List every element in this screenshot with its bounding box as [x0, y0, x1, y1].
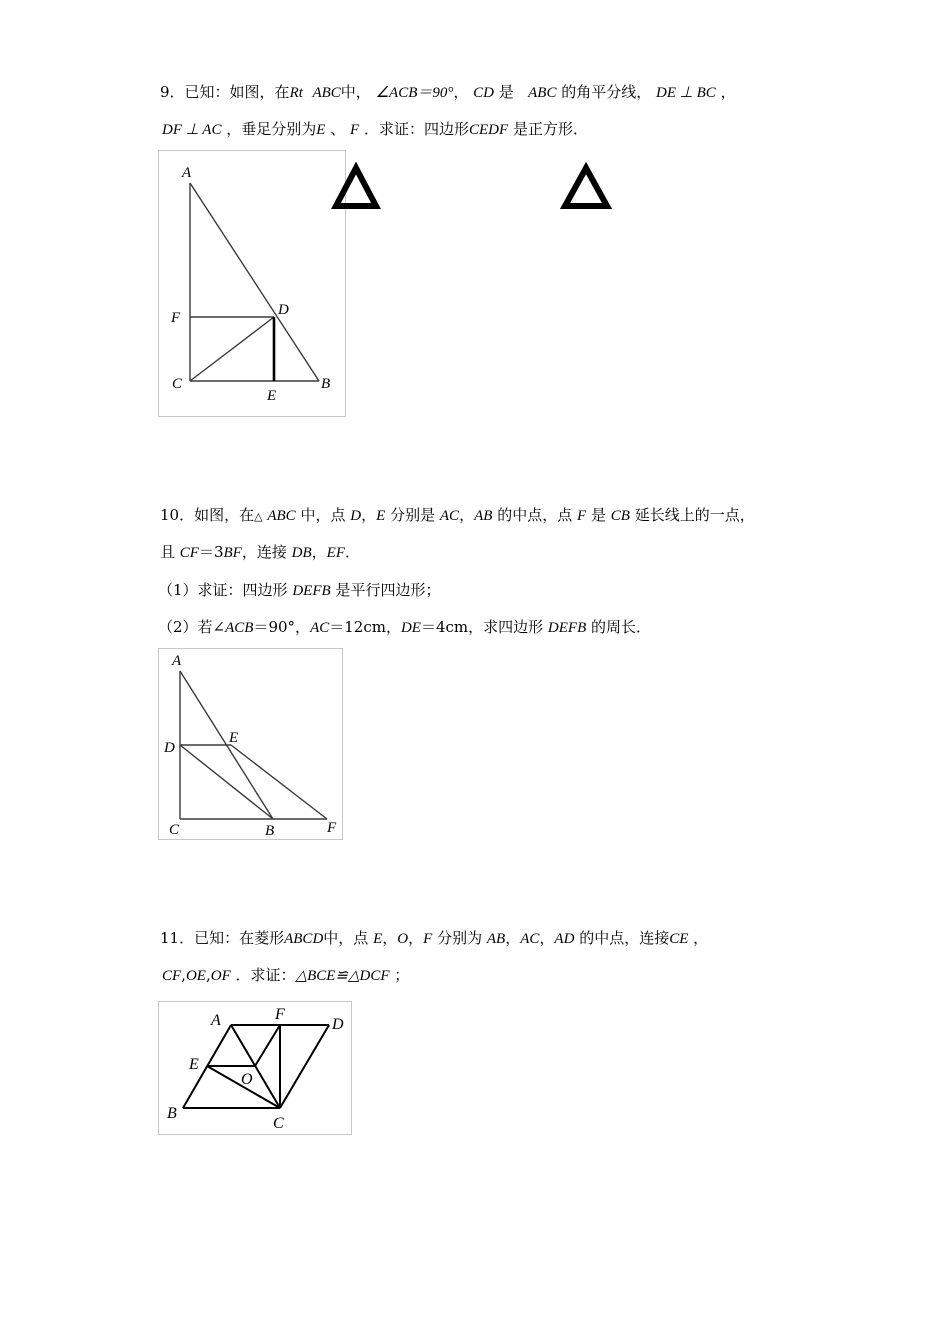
label-e: E	[267, 388, 277, 404]
label-b: B	[321, 376, 331, 392]
figure-11-rhombus	[158, 1001, 352, 1135]
figure-10-parallelogram	[158, 648, 343, 840]
label-f: F	[327, 820, 337, 836]
label-d: D	[332, 1016, 344, 1033]
label-o: O	[241, 1071, 253, 1088]
label-e: E	[189, 1056, 199, 1073]
problem-10-part-2: （2）若∠ACB＝90°，AC＝12cm，DE＝4cm，求四边形 DEFB 的周长．	[158, 618, 652, 636]
problem-9-line-2: DF ⊥ AC ，垂足分别为E 、 F ．求证：四边形CEDF 是正方形．	[162, 120, 588, 138]
problem-11-line-1: 11．已知：在菱形ABCD中，点 E，O，F 分别为 AB，AC，AD 的中点，连接CE ，	[160, 929, 709, 947]
label-c: C	[273, 1115, 284, 1132]
label-b: B	[167, 1105, 177, 1122]
triangle-symbol-left	[330, 162, 382, 212]
triangle-symbol-right	[558, 162, 614, 212]
problem-10-line-1: 10．如图，在△ ABC 中，点 D，E 分别是 AC，AB 的中点，点 F 是 CB 延长线上的一点，	[160, 506, 755, 524]
figure-9-right-triangle	[158, 150, 346, 417]
problem-11-line-2: CF,OE,OF ．求证：△BCE≌△DCF ；	[162, 966, 410, 984]
label-e: E	[229, 730, 239, 746]
label-d: D	[164, 740, 175, 756]
label-c: C	[169, 822, 180, 838]
side-ab	[190, 183, 319, 381]
segment-of	[255, 1025, 280, 1066]
label-b: B	[265, 823, 275, 839]
problem-10-part-1: （1）求证：四边形 DEFB 是平行四边形；	[158, 581, 441, 599]
problem-9-line-1: 9．已知：如图，在Rt ABC中， ∠ACB＝90°， CD 是 ABC 的角平分线， DE ⊥ BC ，	[160, 83, 736, 101]
problem-10-line-2: 且 CF＝3BF，连接 DB，EF．	[160, 543, 360, 561]
segment-db	[180, 745, 273, 819]
label-a: A	[211, 1012, 221, 1029]
label-a: A	[172, 653, 182, 669]
label-f: F	[275, 1006, 285, 1023]
segment-cd	[190, 317, 274, 381]
label-c: C	[172, 376, 183, 392]
segment-ef	[231, 745, 327, 819]
label-a: A	[182, 165, 192, 181]
label-d: D	[278, 302, 289, 318]
label-f: F	[171, 310, 181, 326]
side-dc	[280, 1025, 329, 1108]
